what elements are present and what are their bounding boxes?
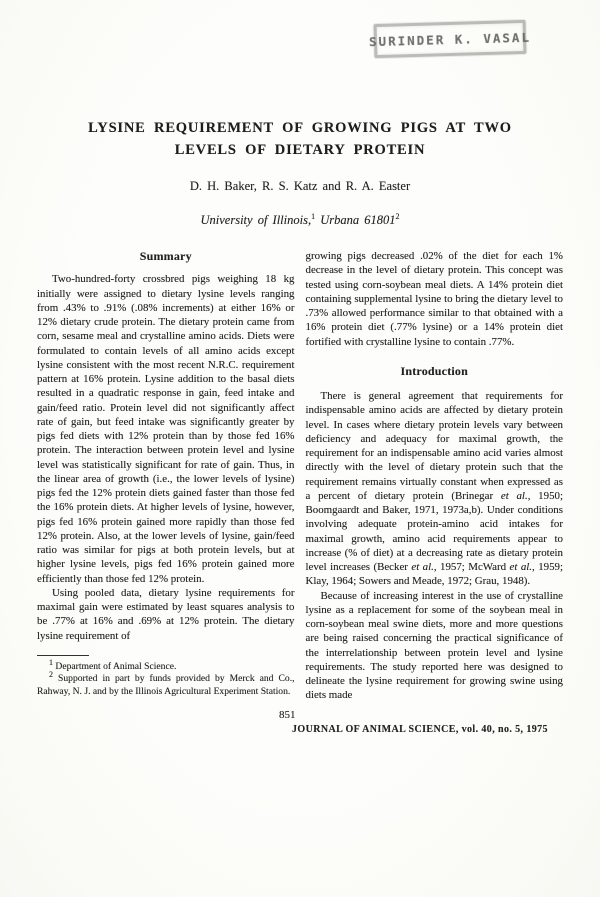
footnote-1 [37,657,295,673]
paper-title [60,117,540,161]
affiliation-line [0,213,600,228]
journal-citation-line: JOURNAL OF ANIMAL SCIENCE, vol. 40, no. 5, 1975 [292,723,548,735]
footnote-block [37,655,295,698]
page-number: 851 [279,708,296,721]
authors-line: D. H. Baker, R. S. Katz and R. A. Easter [189,179,411,193]
paper-title-line-1: LYSINE REQUIREMENT OF GROWING PIGS AT TWO [88,120,512,136]
affiliation-footnote-marker-2: 2 [395,211,400,221]
footnote-1-text: Department of Animal Science. [55,660,177,672]
summary-paragraph-2: Using pooled data, dietary lysine requirements for maximal gain were estimated by least squares analysis to be .77% at 16% and .69% at 12% protein. The dietary lysine requirement of [37,586,295,642]
footnote-rule [37,655,89,656]
introduction-heading: Introduction [400,363,469,378]
footnote-2 [37,669,295,698]
ownership-stamp [368,20,532,58]
two-column-body [0,249,600,703]
footnote-2-text: Supported in part by funds provided by Merck and Co., Rahway, N. J. and by the Illinois Agricultural Experiment Station. [37,673,295,697]
right-column [306,249,564,703]
summary-continuation-paragraph: growing pigs decreased .02% of the diet for each 1% decrease in the level of dietary protein. This concept was tested using corn-soybean meal diets. A 14% protein diet containing supplemental lysine to bring the dietary level to .73% allowed performance similar to that obtained with a 16% protein diet (.77% lysine) or a 14% protein diet fortified with crystalline lysine to contain .77%. [305,250,563,348]
paper-title-line-2: LEVELS OF DIETARY PROTEIN [174,142,426,158]
affiliation-name: University of Illinois, [200,213,312,227]
left-column [37,249,295,703]
summary-heading: Summary [139,249,192,263]
page-footer [0,709,600,759]
footnote-1-marker: 1 [49,657,53,667]
stamp-text: SURINDER K. VASAL [368,29,532,49]
affiliation-city: Urbana 61801 [320,213,396,227]
summary-paragraph-1: Two-hundred-forty crossbred pigs weighing 18 kg initially were assigned to dietary lysine levels ranging from .43% to .91% (.08% increments) at either 16% or 12% dietary crude protein. The dietary protein came from corn, sesame meal and crystalline amino acids. Diets were formulated to contain levels of all amino acids except lysine consistent with the most recent N.R.C. requirement pattern at 16% protein. Lysine addition to the basal diets resulted in a quadratic response in gain, feed intake and gain/feed ratio. Protein level did not significantly affect rate of gain, but feed intake was significantly greater by pigs fed diets with 12% protein than by those fed 16% protein. The interaction between protein level and lysine level was statistically significant for rate of gain. Thus, in the linear area of growth (i.e., the lower levels of lysine) pigs fed the 12% protein diets gained faster than those fed the 16% protein diets. At higher levels of lysine, however, pigs fed 16% protein gained more rapidly than those fed 12% protein. Also, at the lower levels of lysine, gain/feed ratio was similar for pigs at both protein levels, but at higher lysine levels, pigs fed 16% protein gained more efficiently than those fed 12% protein. [37,273,295,585]
affiliation-footnote-marker-1: 1 [311,211,316,221]
introduction-paragraph-2: Because of increasing interest in the use of crystalline lysine as a replacement for some of the soybean meal in corn-soybean meal swine diets, more and more questions are being raised concerning the practical significance of the interrelationship between protein level and lysine requirements. The study reported here was designed to delineate the lysine requirement for growing swine using diets made [305,589,563,702]
introduction-paragraph-1: There is general agreement that requirements for indispensable amino acids are affected by dietary protein level. In cases where dietary protein levels vary between deficiency and adequacy for maximal growth, the requirement for an indispensable amino acid varies almost directly with the level of dietary protein such that the requirement remains virtually constant when expressed as a percent of dietary protein (Brinegar et al., 1950; Boomgaardt and Baker, 1971, 1973a,b). Under conditions involving adequate protein-amino acid intakes for maximal growth, amino acid requirements appear to increase (% of diet) at a decreasing rate as dietary protein level increases (Becker et al., 1957; McWard et al., 1959; Klay, 1964; Sowers and Meade, 1972; Grau, 1948). [305,390,563,588]
footnote-2-marker: 2 [49,669,53,679]
